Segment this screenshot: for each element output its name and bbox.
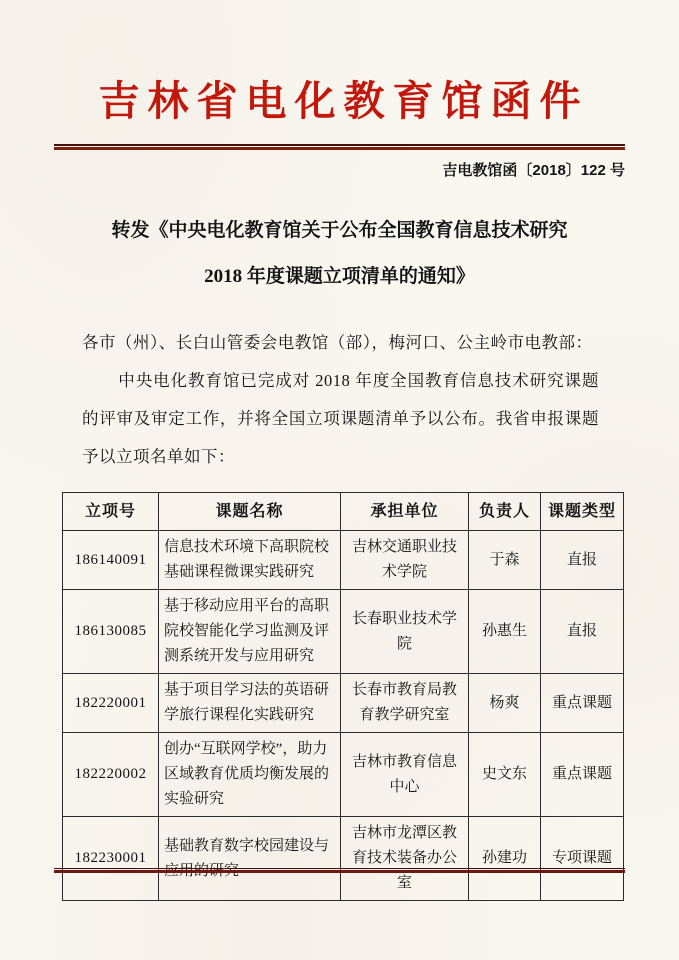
cell-organization: 吉林市龙潭区教育技术装备办公室 (341, 817, 469, 901)
col-header-organization: 承担单位 (341, 493, 469, 531)
project-approval-table (62, 492, 624, 901)
cell-project-title: 信息技术环境下高职院校基础课程微课实践研究 (159, 531, 341, 590)
table-row (63, 531, 624, 590)
subject-line-2: 2018 年度课题立项清单的通知》 (204, 266, 475, 287)
subject-title (0, 208, 679, 300)
table-row (63, 590, 624, 674)
table-row (63, 674, 624, 733)
cell-category: 直报 (541, 531, 624, 590)
col-header-project-number: 立项号 (63, 493, 159, 531)
cell-leader: 孙建功 (469, 817, 541, 901)
cell-project-title: 创办“互联网学校”，助力区域教育优质均衡发展的实验研究 (159, 733, 341, 817)
body-paragraph: 中央电化教育馆已完成对 2018 年度全国教育信息技术研究课题的评审及审定工作，并将全国立项课题清单予以公布。我省申报课题予以立项名单如下： (82, 371, 599, 466)
col-header-category: 课题类型 (541, 493, 624, 531)
cell-category: 重点课题 (541, 674, 624, 733)
cell-project-number: 182230001 (63, 817, 159, 901)
col-header-leader: 负责人 (469, 493, 541, 531)
letterhead-title: 吉林省电化教育馆函件 (98, 78, 589, 124)
cell-leader: 杨爽 (469, 674, 541, 733)
cell-project-number: 186140091 (63, 531, 159, 590)
cell-project-title: 基于项目学习法的英语研学旅行课程化实践研究 (159, 674, 341, 733)
table-header-row (63, 493, 624, 531)
cell-project-number: 186130085 (63, 590, 159, 674)
cell-organization: 长春市教育局教育教学研究室 (341, 674, 469, 733)
letter-body (82, 324, 599, 476)
cell-leader: 史文东 (469, 733, 541, 817)
cell-organization: 吉林市教育信息中心 (341, 733, 469, 817)
table-row (63, 817, 624, 901)
footer-red-rule (54, 868, 625, 873)
document-number: 吉电教馆函〔2018〕122 号 (442, 162, 625, 179)
cell-project-number: 182220002 (63, 733, 159, 817)
salutation: 各市（州）、长白山管委会电教馆（部），梅河口、公主岭市电教部： (82, 333, 593, 352)
cell-leader: 于森 (469, 531, 541, 590)
cell-project-number: 182220001 (63, 674, 159, 733)
cell-project-title: 基础教育数字校园建设与应用的研究 (159, 817, 341, 901)
cell-organization: 吉林交通职业技术学院 (341, 531, 469, 590)
cell-category: 直报 (541, 590, 624, 674)
subject-line-1: 转发《中央电化教育馆关于公布全国教育信息技术研究 (111, 220, 568, 241)
cell-organization: 长春职业技术学院 (341, 590, 469, 674)
cell-leader: 孙惠生 (469, 590, 541, 674)
cell-project-title: 基于移动应用平台的高职院校智能化学习监测及评测系统开发与应用研究 (159, 590, 341, 674)
col-header-project-title: 课题名称 (159, 493, 341, 531)
cell-category: 专项课题 (541, 817, 624, 901)
table-row (63, 733, 624, 817)
cell-category: 重点课题 (541, 733, 624, 817)
header-red-rule (54, 144, 625, 150)
